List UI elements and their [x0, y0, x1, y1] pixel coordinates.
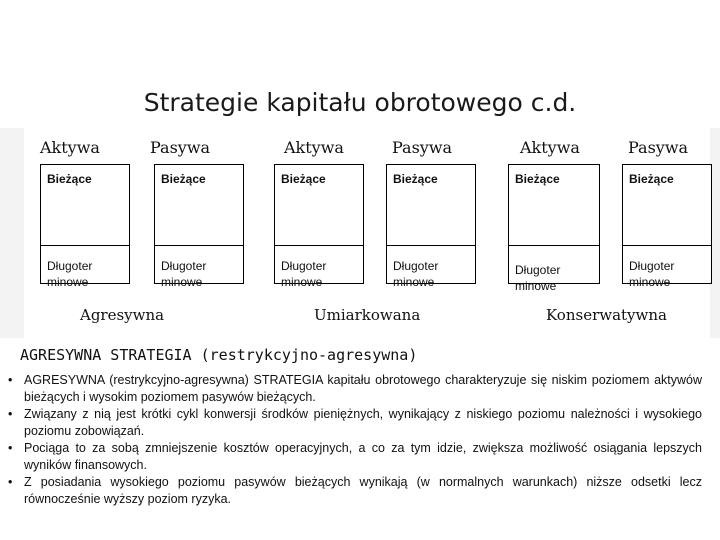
liabilities-longterm-line2: minowe [629, 275, 671, 289]
liabilities-box [386, 164, 476, 289]
bullet-list [4, 372, 702, 508]
bullet-item [4, 440, 702, 474]
bullet-item [4, 372, 702, 406]
assets-divider [41, 245, 129, 246]
assets-current: Bieżące [515, 172, 560, 186]
assets-box [40, 164, 130, 289]
strategy-group-conservative [494, 126, 716, 326]
liabilities-longterm-line1: Długoter [629, 259, 675, 273]
strategy-group-aggressive [24, 126, 246, 326]
strategy-name-conservative: Konserwatywna [546, 306, 667, 324]
bullet-text: Z posiadania wysokiego poziomu pasywów bieżących wynikają (w normalnych warunkach) niższe odsetki lecz równocześnie wyższy poziom ryzyka. [24, 475, 702, 506]
assets-divider [275, 245, 363, 246]
bullet-text: AGRESYWNA (restrykcyjno-agresywna) STRATEGIA kapitału obrotowego charakteryzuje się niskim poziomem aktywów bieżących i wysokim poziomem pasywów bieżących. [24, 373, 702, 404]
assets-longterm-line2: minowe [515, 279, 557, 293]
assets-longterm-line1: Długoter [47, 259, 93, 273]
strategy-name-moderate: Umiarkowana [314, 306, 421, 324]
liabilities-label: Pasywa [150, 138, 211, 157]
assets-longterm-line1: Długoter [515, 263, 561, 277]
assets-label: Aktywa [520, 138, 580, 157]
bullet-text: Pociąga to za sobą zmniejszenie kosztów operacyjnych, a co za tym idzie, zwiększa możliwość osiągania lepszych wyników finansowych. [24, 441, 702, 472]
assets-longterm-line1: Długoter [281, 259, 327, 273]
assets-label: Aktywa [284, 138, 344, 157]
strategy-name-aggressive: Agresywna [80, 306, 165, 324]
liabilities-longterm-line1: Długoter [393, 259, 439, 273]
liabilities-box [622, 164, 712, 289]
section-heading: AGRESYWNA STRATEGIA (restrykcyjno-agresywna) [20, 346, 418, 364]
bullet-text: Związany z nią jest krótki cykl konwersji środków pieniężnych, wynikający z niskiego poziomu należności i wysokiego poziomu zobowiązań. [24, 407, 702, 438]
bullet-item [4, 406, 702, 440]
assets-divider [509, 245, 599, 246]
assets-box [508, 164, 600, 293]
assets-current: Bieżące [281, 172, 326, 186]
liabilities-divider [623, 245, 711, 246]
assets-longterm-line2: minowe [47, 275, 89, 289]
liabilities-box [154, 164, 244, 289]
liabilities-current: Bieżące [161, 172, 206, 186]
liabilities-longterm-line1: Długoter [161, 259, 207, 273]
bullet-icon: • [8, 407, 13, 421]
slide-title: Strategie kapitału obrotowego c.d. [143, 88, 577, 117]
strategy-diagram [24, 126, 710, 342]
liabilities-longterm-line2: minowe [393, 275, 435, 289]
strategy-group-moderate [260, 126, 482, 326]
liabilities-current: Bieżące [393, 172, 438, 186]
bullet-icon: • [8, 475, 13, 489]
bullet-icon: • [8, 373, 13, 387]
assets-label: Aktywa [40, 138, 100, 157]
bullet-icon: • [8, 441, 13, 455]
liabilities-longterm-line2: minowe [161, 275, 203, 289]
bullet-item [4, 474, 702, 508]
liabilities-label: Pasywa [628, 138, 689, 157]
liabilities-current: Bieżące [629, 172, 674, 186]
liabilities-label: Pasywa [392, 138, 453, 157]
assets-current: Bieżące [47, 172, 92, 186]
liabilities-divider [155, 245, 243, 246]
liabilities-divider [387, 245, 475, 246]
assets-box [274, 164, 364, 289]
assets-longterm-line2: minowe [281, 275, 323, 289]
